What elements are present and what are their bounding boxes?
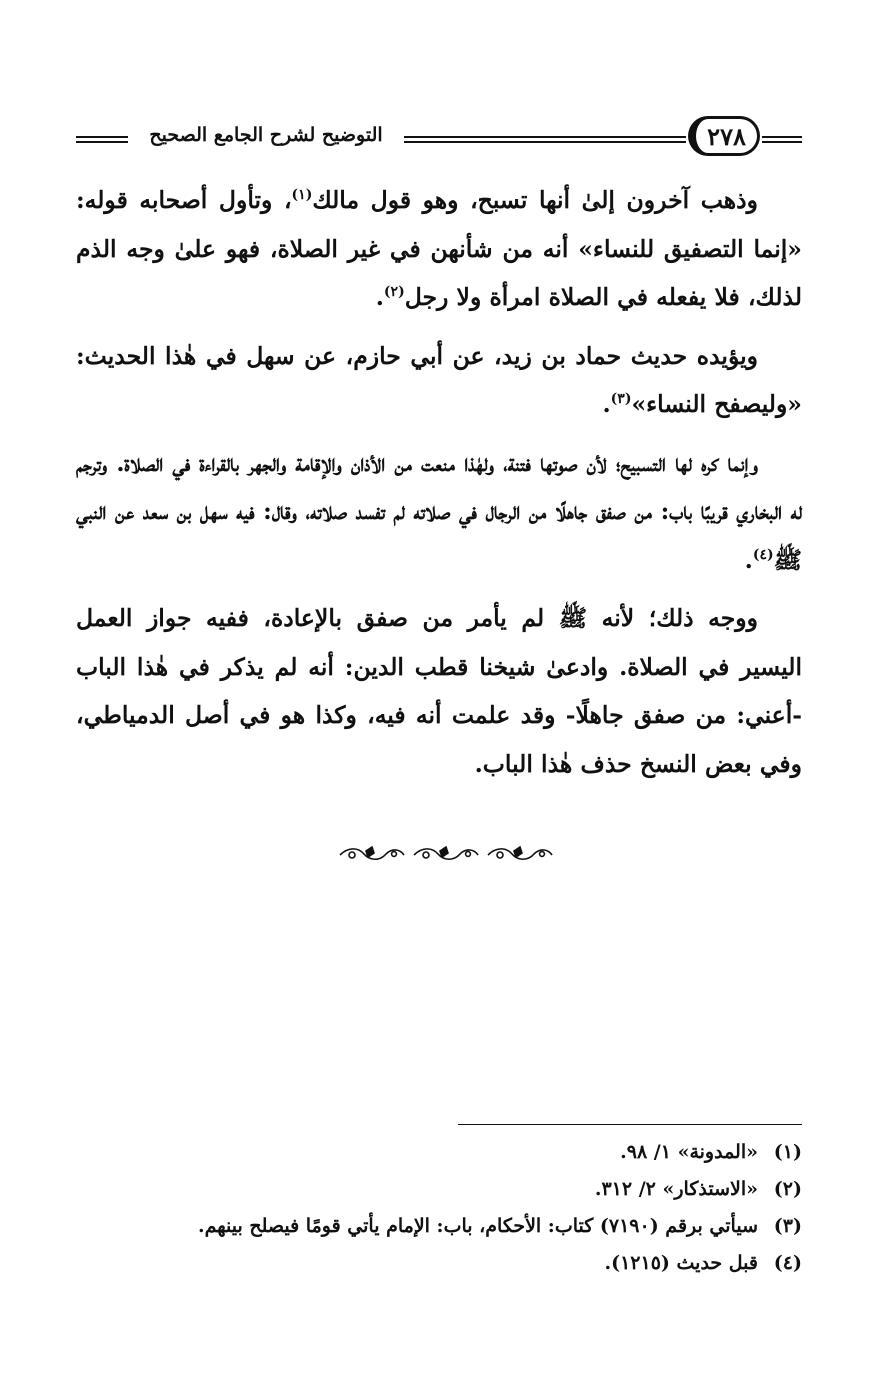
text-run: . (375, 283, 384, 311)
paragraph (76, 439, 802, 585)
footnote-text: قبل حديث (١٢١٥). (604, 1252, 758, 1274)
text-run: ووجه ذلك؛ لأنه ﷺ لم يأمر من صفق بالإعادة، ففيه جواز العمل اليسير في الصلاة. وادعىٰ شيخنا قطب الدين: أنه لم يذكر في هٰذا الباب -أعني: من صفق جاهلًا- وقد علمت أنه فيه، وكذا هو في أصل الدمياطي، وفي بعض النسخ حذف هٰذا الباب. (76, 604, 802, 778)
footnote (80, 1171, 802, 1208)
text-run: ويؤيده حديث حماد بن زيد، عن أبي حازم، عن سهل في هٰذا الحديث: «وليصفح النساء» (76, 341, 802, 418)
page-header (74, 112, 802, 164)
footnote-ref: (٤) (752, 546, 774, 563)
footnote-number: (٤) (773, 1252, 802, 1274)
footnote-number: (٣) (773, 1215, 802, 1237)
footnote-ref: (٢) (383, 284, 405, 301)
footnote (80, 1134, 802, 1171)
paragraph (76, 332, 802, 429)
header-rule-middle (404, 136, 686, 138)
text-run: . (744, 545, 753, 574)
paragraph (76, 176, 802, 322)
main-text (76, 176, 802, 798)
text-run: ، وتأول أصحابه قوله: «إنما التصفيق للنساء» أنه من شأنهن في غير الصلاة، فهو علىٰ وجه الذم لذلك، فلا يفعله في الصلاة امرأة ولا رجل (76, 186, 802, 311)
footnote-number: (٢) (773, 1178, 802, 1200)
paragraph (76, 594, 802, 788)
footnote-text: سيأتي برقم (٧١٩٠) كتاب: الأحكام، باب: الإمام يأتي قومًا فيصلح بينهم. (197, 1215, 758, 1237)
footnote-number: (١) (773, 1141, 802, 1163)
footnotes (80, 1134, 802, 1282)
text-run: . (602, 390, 611, 418)
text-run: وذهب آخرون إلىٰ أنها تسبح، وهو قول مالك (312, 186, 758, 214)
footnote (80, 1245, 802, 1282)
ornament-unit (414, 847, 478, 859)
footnote-text: «الاستذكار» ٢/ ٣١٢. (594, 1178, 758, 1200)
footnote-separator (458, 1124, 802, 1125)
footnote-ref: (٣) (610, 391, 632, 408)
footnote-ref: (١) (291, 187, 313, 204)
text-run: وإنما كره لها التسبيح؛ لأن صوتها فتنة، ولهٰذا منعت من الأذان والإقامة والجهر بالقراءة في الصلاة. وترجم له البخاري قريبًا باب: من صفق جاهلًا من الرجال في صلاته لم تفسد صلاته، وقال: فيه سهل بن سعد عن النبي ﷺ (76, 448, 802, 574)
ornament-unit (488, 847, 552, 859)
running-title: التوضيح لشرح الجامع الصحيح (149, 124, 383, 146)
floral-ornament-icon (336, 843, 556, 865)
header-rule-left (76, 136, 128, 138)
header-rule-right (762, 136, 802, 138)
page-number: ٢٧٨ (688, 116, 760, 156)
ornament-unit (340, 847, 404, 859)
footnote (80, 1208, 802, 1245)
footnote-text: «المدونة» ١/ ٩٨. (620, 1141, 758, 1163)
